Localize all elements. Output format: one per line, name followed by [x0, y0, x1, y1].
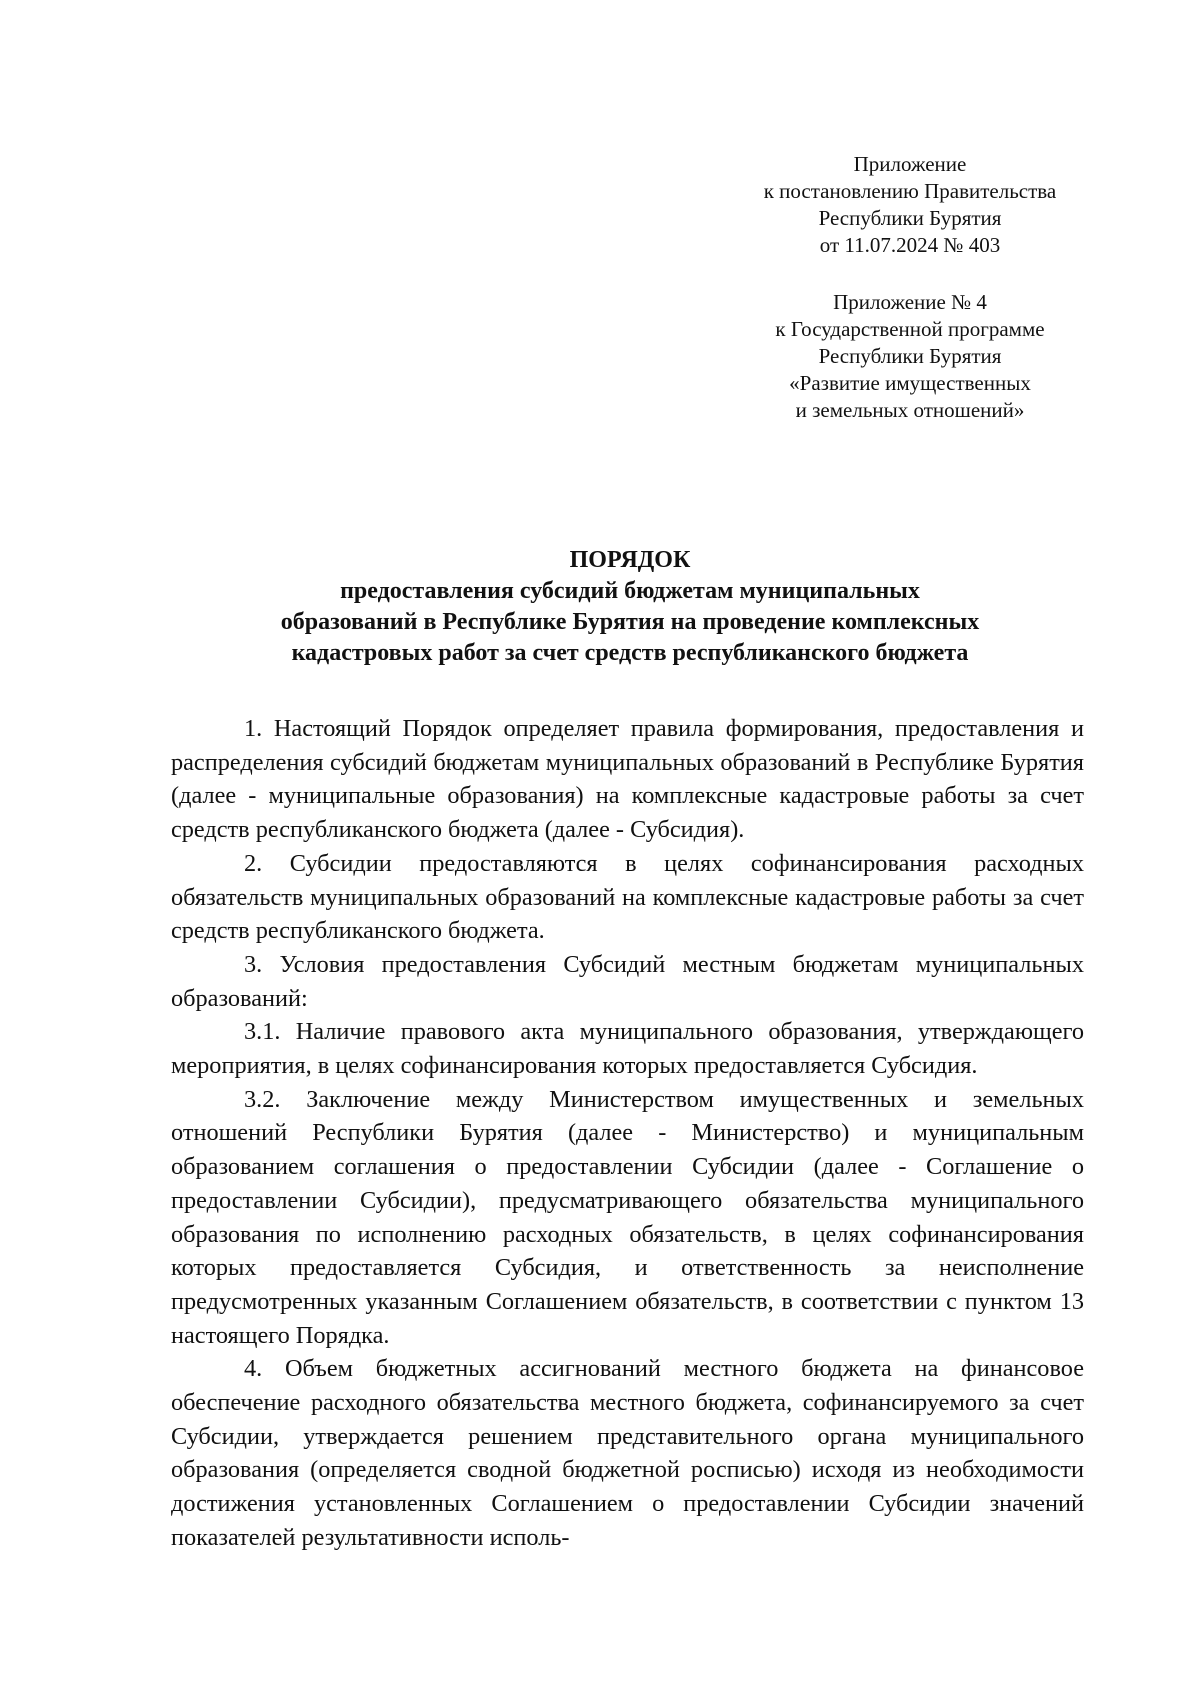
appendix-header-resolution [740, 151, 1080, 259]
appendix-line: Приложение № 4 [833, 290, 987, 314]
document-body [171, 712, 1084, 1555]
paragraph-3-2: 3.2. Заключение между Министерством имущественных и земельных отношений Республики Бурятия (далее - Министерство) и муниципальным образованием соглашения о предоставлении Субсидии (далее - Соглашение о предоставлении Субсидии), предусматривающего обязательства муниципального образования по исполнению расходных обязательств, в целях софинансирования которых предоставляется Субсидия, и ответственность за неисполнение предусмотренных указанным Соглашением обязательств, в соответствии с пунктом 13 настоящего Порядка. [171, 1085, 1084, 1349]
appendix-line: от 11.07.2024 № 403 [819, 233, 1001, 257]
title-line: кадастровых работ за счет средств республиканского бюджета [291, 640, 969, 666]
appendix-line: Республики Бурятия [818, 206, 1002, 230]
paragraph-3-1: 3.1. Наличие правового акта муниципального образования, утверждающего мероприятия, в целях софинансирования которых предоставляется Субсидия. [171, 1018, 1084, 1080]
title-heading: ПОРЯДОК [569, 547, 691, 573]
appendix-line: Республики Бурятия [818, 344, 1002, 368]
paragraph-1: 1. Настоящий Порядок определяет правила формирования, предоставления и распределения субсидий бюджетам муниципальных образований в Республике Бурятия (далее - муниципальные образования) на комплексные кадастровые работы за счет средств республиканского бюджета (далее - Субсидия). [171, 715, 1084, 844]
appendix-line: к постановлению Правительства [763, 179, 1057, 203]
appendix-line: и земельных отношений» [795, 398, 1025, 422]
paragraph-3: 3. Условия предоставления Субсидий местным бюджетам муниципальных образований: [171, 950, 1084, 1012]
paragraph-2: 2. Субсидии предоставляются в целях софинансирования расходных обязательств муниципальных образований на комплексные кадастровые работы за счет средств республиканского бюджета. [171, 849, 1084, 945]
appendix-header-program [740, 289, 1080, 424]
document-title [150, 545, 1110, 669]
paragraph-4: 4. Объем бюджетных ассигнований местного бюджета на финансовое обеспечение расходного обязательства местного бюджета, софинансируемого за счет Субсидии, утверждается решением представительного органа муниципального образования (определяется сводной бюджетной росписью) исходя из необходимости достижения установленных Соглашением о предоставлении Субсидии значений показателей результативности исполь- [171, 1355, 1084, 1551]
title-line: предоставления субсидий бюджетам муниципальных [340, 578, 920, 604]
appendix-line: «Развитие имущественных [789, 371, 1031, 395]
title-line: образований в Республике Бурятия на проведение комплексных [280, 609, 980, 635]
appendix-line: к Государственной программе [775, 317, 1045, 341]
appendix-line: Приложение [853, 152, 967, 176]
